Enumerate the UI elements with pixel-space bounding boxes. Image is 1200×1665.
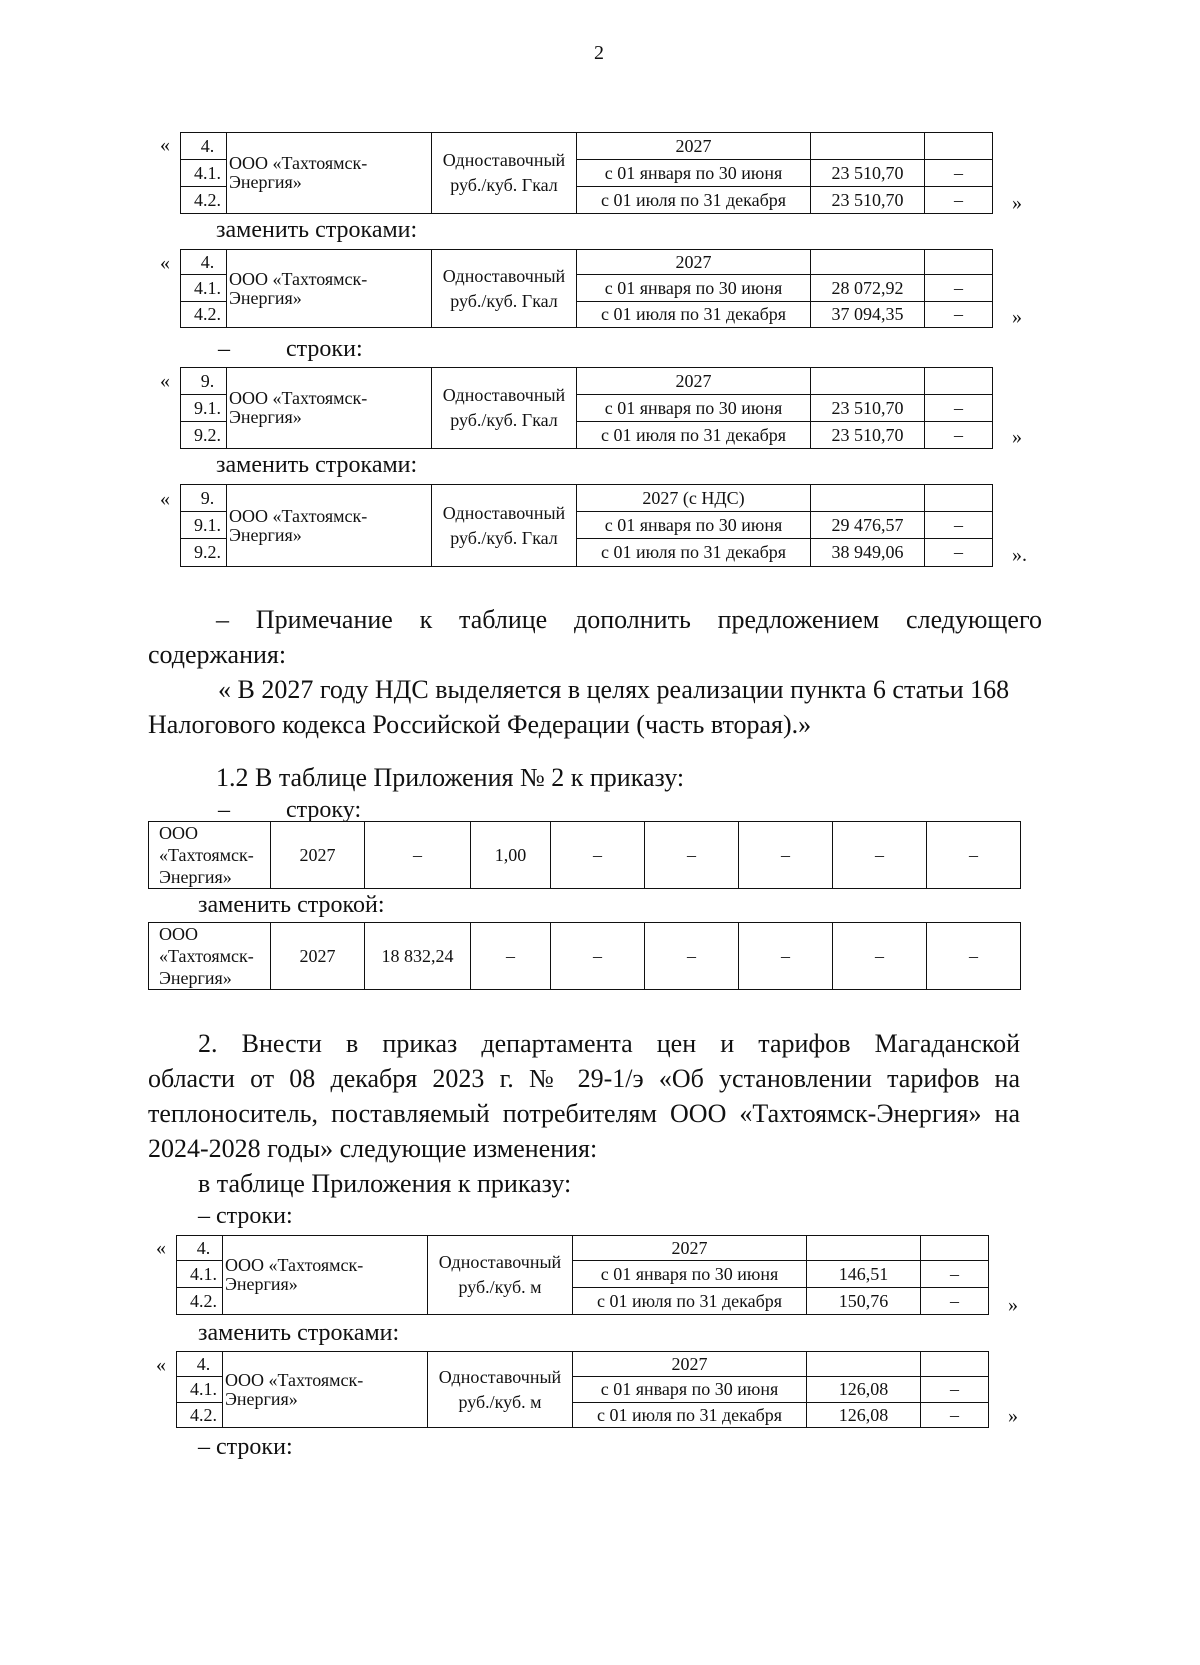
org-name: ООО «Тахтоямск-Энергия» [227, 133, 432, 214]
quote-close-final: ». [1012, 544, 1027, 566]
quote-open: « [160, 488, 170, 510]
tariff-table-2 [180, 249, 993, 328]
tariff-table-4 [180, 484, 993, 567]
period: с 01 января по 30 июня [577, 395, 811, 422]
tariff-type: Одноставочный руб./куб. Гкал [432, 133, 577, 214]
tariff-type: Одноставочный руб./куб. Гкал [432, 250, 577, 328]
empty-cell [807, 1352, 921, 1377]
section-2-line-3: теплоноситель, поставляемый потребителям ООО «Тахтоямск-Энергия» на [148, 1099, 1020, 1128]
empty-cell [925, 250, 993, 275]
extra-value: – [921, 1261, 989, 1288]
period: с 01 января по 30 июня [577, 275, 811, 302]
tariff-value: 146,51 [807, 1261, 921, 1288]
label-replace-row: заменить строкой: [198, 892, 385, 918]
cell: – [833, 822, 927, 889]
extra-value: – [925, 512, 993, 539]
year-header: 2027 [573, 1352, 807, 1377]
tariff-value: 37 094,35 [811, 302, 925, 328]
row-number: 9.1. [181, 512, 227, 539]
cell: – [645, 923, 739, 990]
year-header: 2027 [577, 133, 811, 160]
label-rows: строки: [286, 336, 363, 362]
year-header: 2027 [573, 1236, 807, 1261]
tariff-type: Одноставочный руб./куб. м [428, 1236, 573, 1315]
label-replace-rows: заменить строками: [198, 1320, 400, 1346]
note-line-2: содержания: [148, 640, 287, 669]
cell: 18 832,24 [365, 923, 471, 990]
row-number: 4. [177, 1236, 223, 1261]
empty-cell [811, 368, 925, 395]
row-number: 4. [181, 133, 227, 160]
tariff-value: 126,08 [807, 1403, 921, 1428]
row-number: 9.2. [181, 422, 227, 449]
extra-value: – [925, 275, 993, 302]
quote-close: » [1012, 192, 1022, 214]
cell: 2027 [271, 822, 365, 889]
extra-value: – [925, 302, 993, 328]
org-name: ООО «Тахтоямск-Энергия» [223, 1236, 428, 1315]
quote-open: « [156, 1354, 166, 1376]
section-2-line-2: области от 08 декабря 2023 г. № 29-1/э «Об установлении тарифов на [148, 1064, 1020, 1093]
extra-value: – [925, 187, 993, 214]
year-header: 2027 (с НДС) [577, 485, 811, 512]
note-line-3: « В 2027 году НДС выделяется в целях реализации пункта 6 статьи 168 [218, 675, 1010, 704]
row-number: 4. [181, 250, 227, 275]
row-number: 4.1. [177, 1377, 223, 1403]
cell: – [551, 923, 645, 990]
empty-cell [925, 368, 993, 395]
period: с 01 января по 30 июня [577, 160, 811, 187]
tariff-value: 23 510,70 [811, 422, 925, 449]
note-line-4: Налогового кодекса Российской Федерации (часть вторая).» [148, 710, 812, 739]
row-number: 4.1. [177, 1261, 223, 1288]
period: с 01 июля по 31 декабря [577, 422, 811, 449]
row-number: 4.2. [177, 1288, 223, 1315]
section-2-line-5: в таблице Приложения к приказу: [198, 1169, 572, 1198]
cell: – [739, 822, 833, 889]
label-rows-dash: – строки: [198, 1434, 293, 1460]
row-number: 4.2. [177, 1403, 223, 1428]
tariff-value: 23 510,70 [811, 187, 925, 214]
section-2-line-4: 2024-2028 годы» следующие изменения: [148, 1134, 598, 1163]
page-number: 2 [594, 42, 604, 64]
row-number: 4.1. [181, 160, 227, 187]
quote-open: « [156, 1237, 166, 1259]
cell: 2027 [271, 923, 365, 990]
quote-open: « [160, 252, 170, 274]
quote-close: » [1012, 426, 1022, 448]
period: с 01 января по 30 июня [573, 1377, 807, 1403]
year-header: 2027 [577, 250, 811, 275]
cell: – [365, 822, 471, 889]
tariff-value: 28 072,92 [811, 275, 925, 302]
extra-value: – [925, 539, 993, 567]
org-name: ООО «Тахтоямск-Энергия» [227, 250, 432, 328]
period: с 01 июля по 31 декабря [573, 1288, 807, 1315]
extra-value: – [921, 1288, 989, 1315]
row-number: 9. [181, 485, 227, 512]
tariff-value: 23 510,70 [811, 160, 925, 187]
row-number: 4.1. [181, 275, 227, 302]
extra-value: – [925, 160, 993, 187]
org-name: ООО «Тахтоямск-Энергия» [149, 822, 271, 889]
cell: – [739, 923, 833, 990]
row-number: 4. [177, 1352, 223, 1377]
tariff-table-3 [180, 367, 993, 449]
tariff-value: 38 949,06 [811, 539, 925, 567]
org-name: ООО «Тахтоямск-Энергия» [149, 923, 271, 990]
cell: – [551, 822, 645, 889]
empty-cell [811, 485, 925, 512]
cell: 1,00 [471, 822, 551, 889]
appendix2-table-2 [148, 922, 1021, 990]
section-1-2-title: 1.2 В таблице Приложения № 2 к приказу: [216, 763, 685, 792]
quote-close: » [1012, 306, 1022, 328]
tariff-type: Одноставочный руб./куб. м [428, 1352, 573, 1428]
tariff-type: Одноставочный руб./куб. Гкал [432, 485, 577, 567]
tariff-value: 23 510,70 [811, 395, 925, 422]
label-row: строку: [286, 797, 362, 823]
empty-cell [925, 133, 993, 160]
label-replace-rows: заменить строками: [216, 217, 418, 243]
coolant-table-1 [176, 1235, 989, 1315]
extra-value: – [921, 1403, 989, 1428]
label-replace-rows: заменить строками: [216, 452, 418, 478]
tariff-value: 150,76 [807, 1288, 921, 1315]
coolant-table-2 [176, 1351, 989, 1428]
extra-value: – [925, 395, 993, 422]
label-dash: – [218, 797, 230, 823]
extra-value: – [921, 1377, 989, 1403]
empty-cell [925, 485, 993, 512]
cell: – [471, 923, 551, 990]
org-name: ООО «Тахтоямск-Энергия» [227, 485, 432, 567]
row-number: 9.2. [181, 539, 227, 567]
org-name: ООО «Тахтоямск-Энергия» [227, 368, 432, 449]
period: с 01 июля по 31 декабря [577, 187, 811, 214]
tariff-table-1 [180, 132, 993, 214]
period: с 01 июля по 31 декабря [577, 539, 811, 567]
tariff-value: 126,08 [807, 1377, 921, 1403]
cell: – [927, 923, 1021, 990]
quote-open: « [160, 370, 170, 392]
year-header: 2027 [577, 368, 811, 395]
row-number: 9.1. [181, 395, 227, 422]
section-2-line-1: 2. Внести в приказ департамента цен и тарифов Магаданской [198, 1029, 1020, 1058]
empty-cell [921, 1352, 989, 1377]
appendix2-table-1 [148, 821, 1021, 889]
cell: – [927, 822, 1021, 889]
quote-open: « [160, 134, 170, 156]
quote-close: » [1008, 1294, 1018, 1316]
org-name: ООО «Тахтоямск-Энергия» [223, 1352, 428, 1428]
period: с 01 января по 30 июня [573, 1261, 807, 1288]
label-rows-dash: – строки: [198, 1203, 293, 1229]
row-number: 4.2. [181, 302, 227, 328]
label-dash: – [218, 336, 230, 362]
period: с 01 июля по 31 декабря [573, 1403, 807, 1428]
empty-cell [807, 1236, 921, 1261]
cell: – [833, 923, 927, 990]
row-number: 9. [181, 368, 227, 395]
empty-cell [921, 1236, 989, 1261]
empty-cell [811, 133, 925, 160]
empty-cell [811, 250, 925, 275]
period: с 01 июля по 31 декабря [577, 302, 811, 328]
period: с 01 января по 30 июня [577, 512, 811, 539]
tariff-type: Одноставочный руб./куб. Гкал [432, 368, 577, 449]
tariff-value: 29 476,57 [811, 512, 925, 539]
quote-close: » [1008, 1405, 1018, 1427]
cell: – [645, 822, 739, 889]
note-line-1: – Примечание к таблице дополнить предложением следующего [216, 605, 1042, 634]
extra-value: – [925, 422, 993, 449]
row-number: 4.2. [181, 187, 227, 214]
